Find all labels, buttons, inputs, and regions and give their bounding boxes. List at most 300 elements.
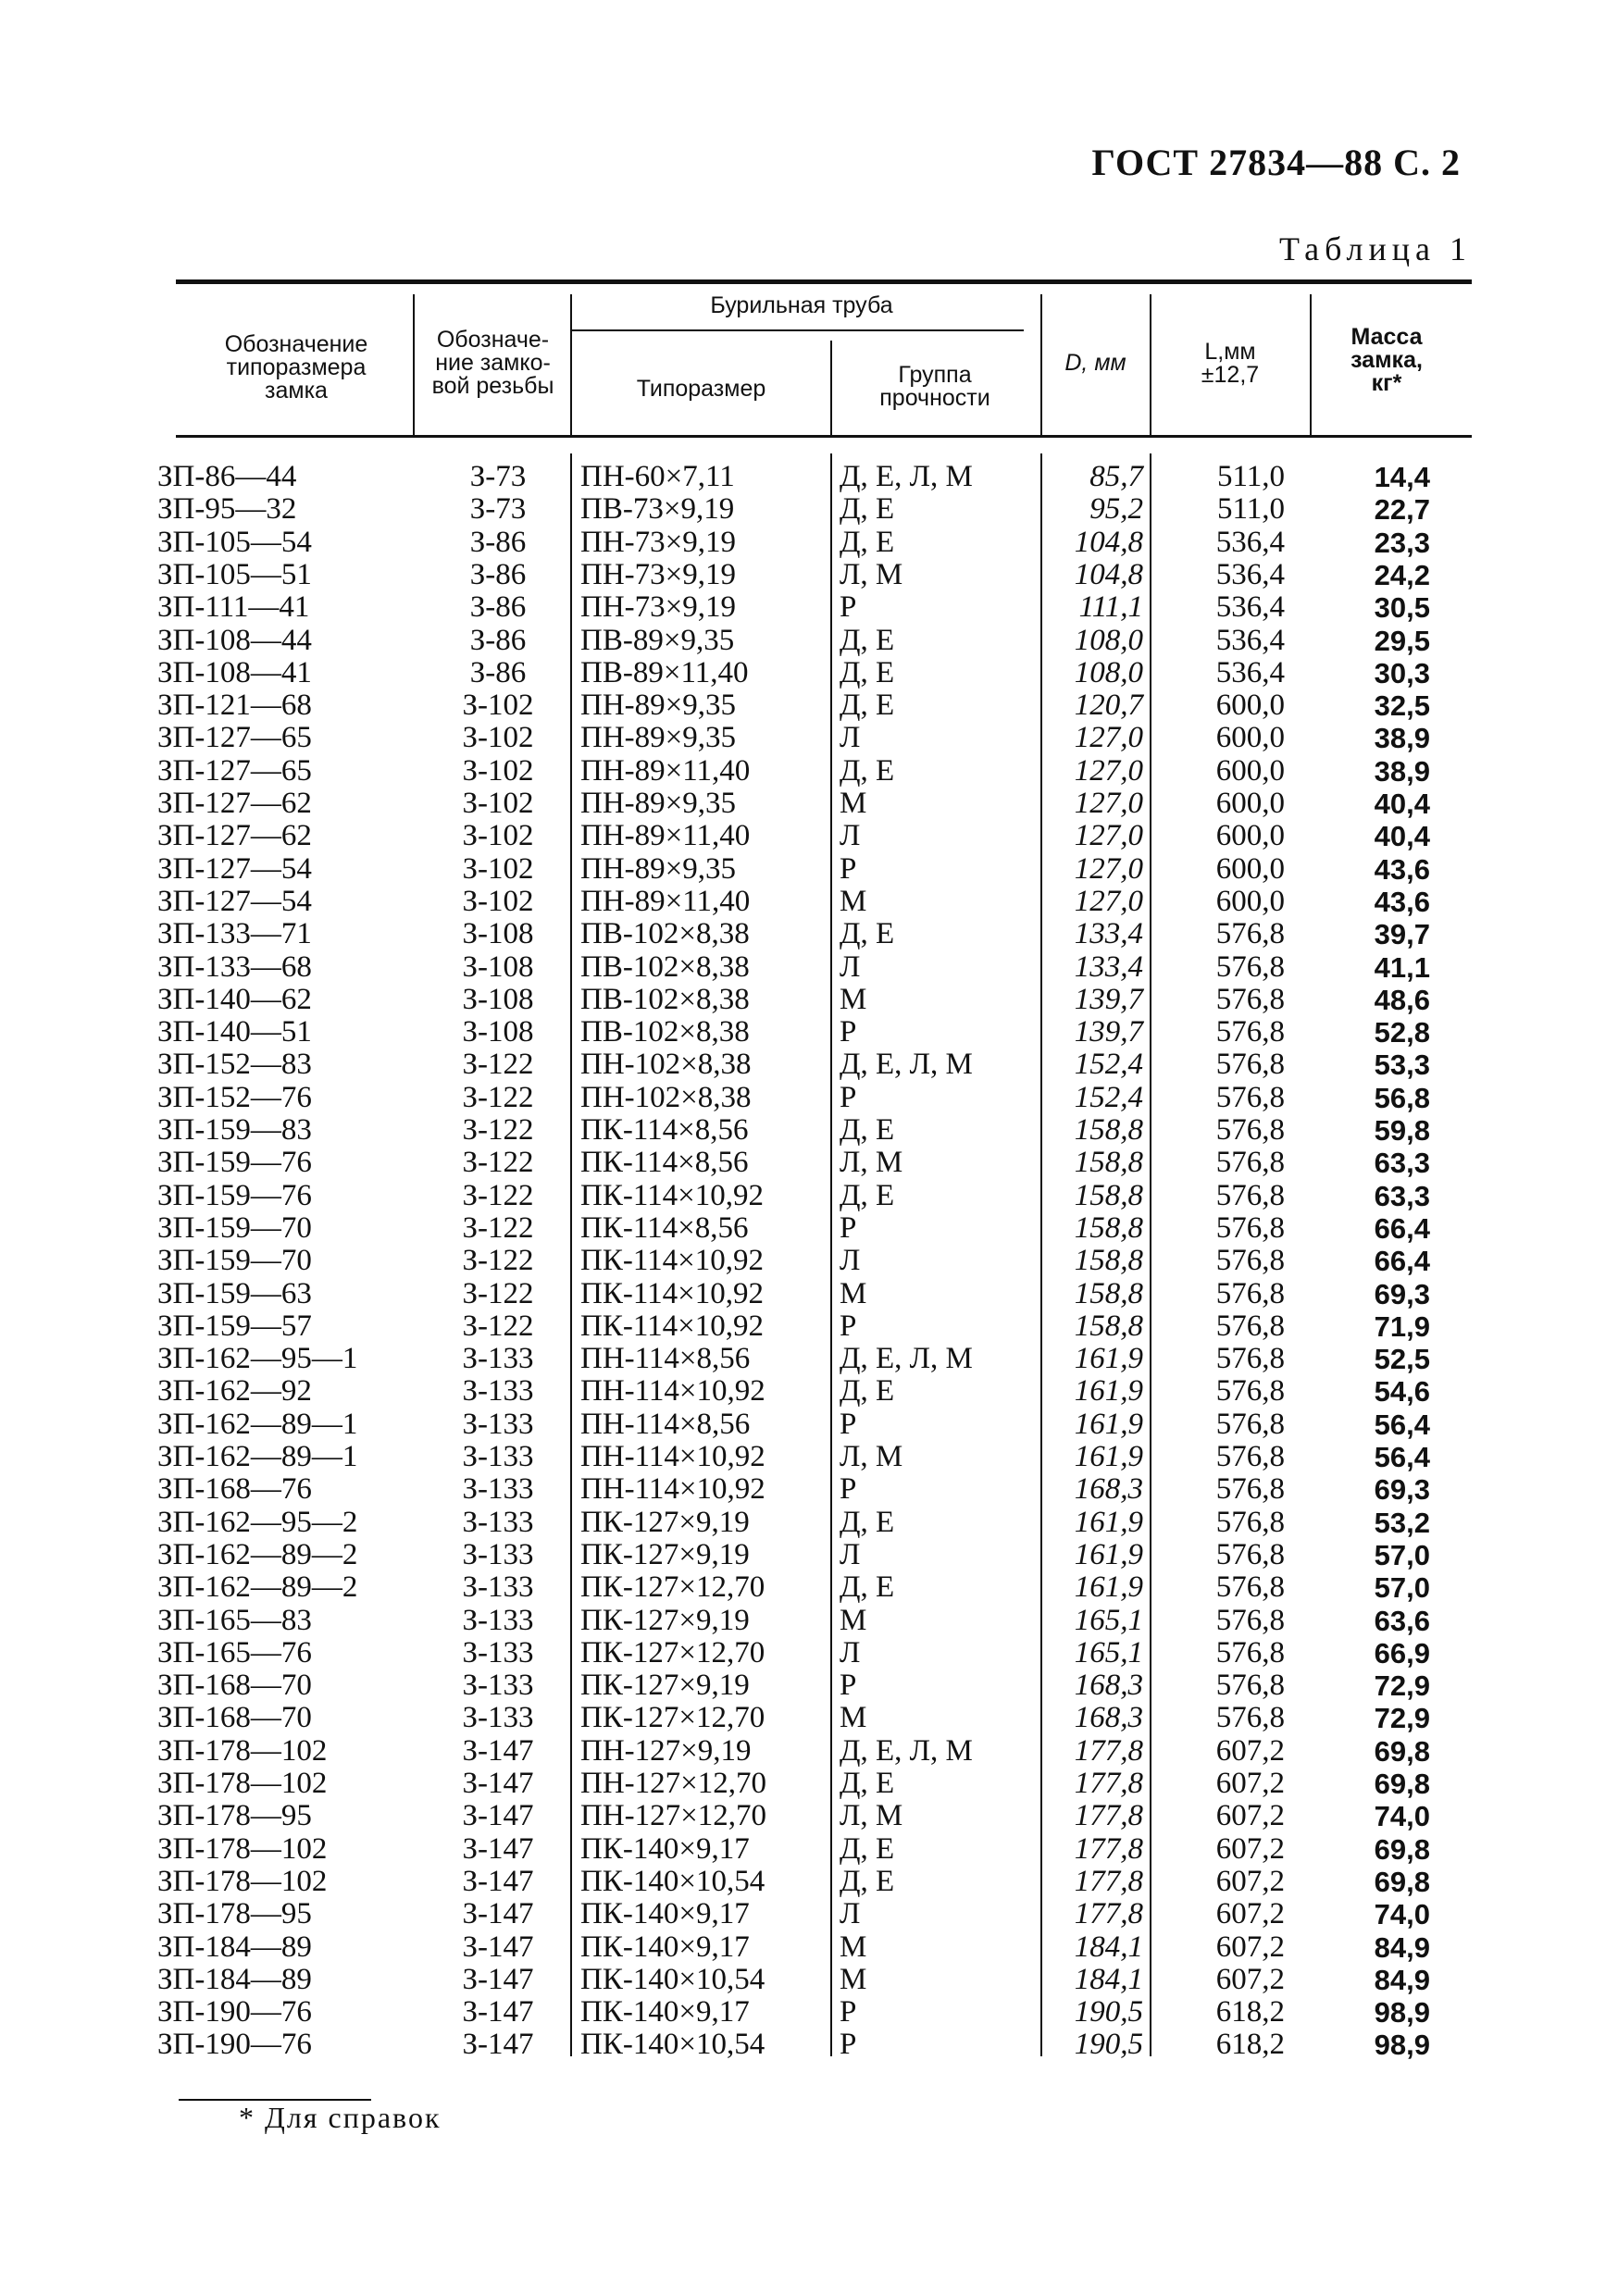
cell-l: 576,8	[1215, 1113, 1285, 1147]
cell-code: ЗП-159—70	[157, 1244, 312, 1278]
cell-strength-group: Л	[840, 949, 861, 984]
table-row	[0, 1637, 1618, 1669]
cell-mass: 43,6	[1374, 885, 1430, 918]
cell-thread: З-102	[462, 689, 534, 723]
cell-l: 576,8	[1215, 1048, 1285, 1082]
table-row	[0, 493, 1618, 526]
cell-code: ЗП-105—51	[157, 557, 312, 591]
cell-d: 161,9	[1074, 1342, 1143, 1376]
table-row	[0, 1571, 1618, 1604]
cell-code: ЗП-184—89	[157, 1962, 312, 1996]
cell-d: 158,8	[1074, 1244, 1143, 1278]
cell-d: 127,0	[1074, 721, 1143, 755]
cell-mass: 63,3	[1374, 1179, 1430, 1212]
cell-thread: З-147	[462, 1995, 534, 2029]
cell-l: 607,2	[1215, 1799, 1285, 1833]
cell-mass: 43,6	[1374, 852, 1430, 886]
cell-code: ЗП-178—102	[157, 1733, 328, 1768]
cell-d: 152,4	[1074, 1080, 1143, 1114]
cell-strength-group: Д, Е	[840, 525, 895, 559]
cell-d: 168,3	[1074, 1701, 1143, 1735]
table-row	[0, 1964, 1618, 1996]
cell-d: 127,0	[1074, 787, 1143, 820]
table-row	[0, 1310, 1618, 1343]
cell-pipe-size: ПН-89×9,35	[580, 689, 737, 723]
cell-code: ЗП-168—76	[157, 1472, 312, 1507]
cell-strength-group: Д, Е, Л, М	[840, 460, 973, 493]
cell-mass: 57,0	[1374, 1538, 1430, 1571]
cell-l: 536,4	[1215, 525, 1285, 559]
cell-pipe-size: ПН-127×12,70	[580, 1799, 767, 1833]
cell-mass: 98,9	[1374, 2029, 1430, 2062]
cell-pipe-size: ПК-127×12,70	[580, 1570, 765, 1605]
cell-d: 104,8	[1074, 525, 1143, 559]
header-line: прочности	[879, 385, 990, 411]
cell-l: 576,8	[1215, 1635, 1285, 1669]
header-code	[190, 333, 403, 403]
cell-pipe-size: ПН-114×8,56	[580, 1407, 751, 1441]
cell-d: 165,1	[1074, 1603, 1143, 1637]
cell-l: 600,0	[1215, 721, 1285, 755]
cell-code: ЗП-178—95	[157, 1799, 312, 1833]
cell-d: 161,9	[1074, 1374, 1143, 1409]
cell-thread: З-102	[462, 851, 534, 886]
cell-d: 158,8	[1074, 1146, 1143, 1180]
cell-strength-group: Д, Е	[840, 917, 895, 951]
cell-mass: 74,0	[1374, 1898, 1430, 1931]
cell-l: 576,8	[1215, 917, 1285, 951]
cell-code: ЗП-133—71	[157, 917, 312, 951]
cell-l: 576,8	[1215, 1472, 1285, 1507]
header-line: Обозначе-	[436, 327, 550, 353]
cell-mass: 32,5	[1374, 689, 1430, 723]
cell-thread: З-122	[462, 1048, 534, 1082]
cell-d: 133,4	[1074, 917, 1143, 951]
header-line: Масса	[1350, 324, 1423, 350]
table-row	[0, 722, 1618, 754]
cell-l: 576,8	[1215, 1210, 1285, 1245]
cell-code: ЗП-108—41	[157, 655, 312, 689]
cell-strength-group: Д, Е	[840, 1178, 895, 1212]
cell-d: 177,8	[1074, 1799, 1143, 1833]
cell-thread: З-73	[469, 460, 527, 493]
table-row	[0, 951, 1618, 984]
cell-code: ЗП-178—102	[157, 1767, 328, 1800]
cell-code: ЗП-127—54	[157, 884, 312, 918]
cell-d: 139,7	[1074, 982, 1143, 1016]
cell-mass: 69,8	[1374, 1768, 1430, 1800]
cell-mass: 40,4	[1374, 788, 1430, 820]
cell-code: ЗП-159—83	[157, 1113, 312, 1147]
cell-pipe-size: ПК-114×10,92	[580, 1309, 764, 1343]
cell-mass: 74,0	[1374, 1800, 1430, 1833]
cell-strength-group: М	[840, 884, 867, 918]
cell-mass: 39,7	[1374, 918, 1430, 951]
cell-l: 607,2	[1215, 1962, 1285, 1996]
table-row	[0, 1539, 1618, 1571]
cell-strength-group: М	[840, 982, 867, 1016]
cell-code: ЗП-162—92	[157, 1374, 312, 1409]
header-divider	[413, 294, 415, 435]
cell-l: 600,0	[1215, 689, 1285, 723]
cell-d: 177,8	[1074, 1864, 1143, 1898]
cell-mass: 69,8	[1374, 1832, 1430, 1866]
cell-mass: 38,9	[1374, 722, 1430, 755]
cell-pipe-size: ПК-140×10,54	[580, 2028, 765, 2062]
table-row	[0, 1669, 1618, 1702]
cell-strength-group: Д, Е	[840, 689, 895, 723]
cell-thread: З-147	[462, 1930, 534, 1964]
cell-mass: 23,3	[1374, 526, 1430, 559]
cell-mass: 40,4	[1374, 820, 1430, 853]
cell-d: 161,9	[1074, 1537, 1143, 1571]
cell-mass: 56,4	[1374, 1408, 1430, 1441]
cell-pipe-size: ПВ-89×11,40	[580, 655, 749, 689]
cell-l: 600,0	[1215, 753, 1285, 788]
cell-mass: 72,9	[1374, 1669, 1430, 1703]
cell-l: 607,2	[1215, 1864, 1285, 1898]
cell-pipe-size: ПВ-102×8,38	[580, 917, 750, 951]
cell-pipe-size: ПК-140×9,17	[580, 1930, 750, 1964]
cell-strength-group: М	[840, 787, 867, 820]
cell-l: 618,2	[1215, 1995, 1285, 2029]
cell-code: ЗП-184—89	[157, 1930, 312, 1964]
table-row	[0, 984, 1618, 1016]
table-row	[0, 1996, 1618, 2029]
cell-l: 511,0	[1216, 460, 1285, 493]
cell-strength-group: Р	[840, 1015, 857, 1049]
cell-l: 576,8	[1215, 1015, 1285, 1049]
cell-code: ЗП-162—89—2	[157, 1537, 358, 1571]
cell-l: 536,4	[1215, 655, 1285, 689]
cell-strength-group: Р	[840, 1472, 857, 1507]
cell-code: ЗП-162—89—2	[157, 1570, 358, 1605]
cell-l: 607,2	[1215, 1831, 1285, 1866]
cell-code: ЗП-108—44	[157, 623, 312, 657]
table-row	[0, 1866, 1618, 1898]
cell-strength-group: Л	[840, 721, 861, 755]
cell-code: ЗП-127—65	[157, 721, 312, 755]
table-row	[0, 1212, 1618, 1245]
cell-thread: З-122	[462, 1309, 534, 1343]
cell-d: 161,9	[1074, 1505, 1143, 1539]
table-row	[0, 1441, 1618, 1473]
cell-mass: 98,9	[1374, 1996, 1430, 2029]
cell-mass: 63,6	[1374, 1604, 1430, 1637]
cell-d: 127,0	[1074, 851, 1143, 886]
cell-l: 576,8	[1215, 1505, 1285, 1539]
cell-pipe-size: ПК-140×9,17	[580, 1831, 750, 1866]
cell-pipe-size: ПН-73×9,19	[580, 590, 737, 625]
cell-mass: 30,3	[1374, 656, 1430, 689]
table-row	[0, 2029, 1618, 2061]
cell-d: 190,5	[1074, 2028, 1143, 2062]
cell-mass: 53,2	[1374, 1506, 1430, 1539]
cell-pipe-size: ПН-114×8,56	[580, 1342, 751, 1376]
cell-d: 127,0	[1074, 884, 1143, 918]
cell-code: ЗП-140—62	[157, 982, 312, 1016]
cell-d: 127,0	[1074, 819, 1143, 853]
cell-l: 576,8	[1215, 1244, 1285, 1278]
cell-pipe-size: ПН-89×9,35	[580, 787, 737, 820]
cell-pipe-size: ПК-114×10,92	[580, 1276, 764, 1310]
cell-d: 120,7	[1074, 689, 1143, 723]
table-row	[0, 1800, 1618, 1832]
cell-strength-group: Л	[840, 1537, 861, 1571]
cell-d: 158,8	[1074, 1178, 1143, 1212]
cell-d: 177,8	[1074, 1733, 1143, 1768]
cell-mass: 66,9	[1374, 1636, 1430, 1669]
cell-d: 158,8	[1074, 1113, 1143, 1147]
pipe-group-underline	[570, 329, 1024, 331]
cell-l: 576,8	[1215, 982, 1285, 1016]
cell-strength-group: М	[840, 1603, 867, 1637]
cell-code: ЗП-178—95	[157, 1897, 312, 1931]
table-row	[0, 1768, 1618, 1800]
cell-thread: З-133	[462, 1537, 534, 1571]
cell-strength-group: Р	[840, 2028, 857, 2062]
cell-l: 576,8	[1215, 1701, 1285, 1735]
cell-code: ЗП-162—89—1	[157, 1407, 358, 1441]
cell-thread: З-102	[462, 721, 534, 755]
cell-code: ЗП-165—76	[157, 1635, 312, 1669]
table-row	[0, 1931, 1618, 1964]
cell-thread: З-133	[462, 1701, 534, 1735]
cell-pipe-size: ПК-127×9,19	[580, 1537, 750, 1571]
cell-mass: 52,8	[1374, 1016, 1430, 1049]
cell-d: 158,8	[1074, 1276, 1143, 1310]
cell-strength-group: Л, М	[840, 1440, 903, 1473]
cell-strength-group: Д, Е, Л, М	[840, 1048, 973, 1082]
cell-thread: З-147	[462, 1864, 534, 1898]
cell-d: 133,4	[1074, 949, 1143, 984]
cell-code: ЗП-190—76	[157, 2028, 312, 2062]
cell-thread: З-147	[462, 1799, 534, 1833]
cell-thread: З-73	[469, 492, 527, 527]
cell-d: 177,8	[1074, 1897, 1143, 1931]
cell-pipe-size: ПК-127×9,19	[580, 1505, 750, 1539]
table-row	[0, 1278, 1618, 1310]
header-d: D, мм	[1064, 350, 1126, 376]
cell-thread: З-147	[462, 1897, 534, 1931]
table-row	[0, 1082, 1618, 1114]
cell-strength-group: Л	[840, 819, 861, 853]
cell-mass: 53,3	[1374, 1049, 1430, 1082]
cell-thread: З-147	[462, 1962, 534, 1996]
cell-code: ЗП-140—51	[157, 1015, 312, 1049]
cell-thread: З-147	[462, 2028, 534, 2062]
table-row	[0, 853, 1618, 886]
cell-l: 576,8	[1215, 1080, 1285, 1114]
cell-l: 536,4	[1215, 557, 1285, 591]
cell-mass: 63,3	[1374, 1147, 1430, 1180]
header-line: L,мм	[1204, 339, 1256, 365]
cell-thread: З-133	[462, 1505, 534, 1539]
cell-pipe-size: ПН-114×10,92	[580, 1374, 765, 1409]
cell-pipe-size: ПН-89×11,40	[580, 753, 751, 788]
cell-code: ЗП-162—95—1	[157, 1342, 358, 1376]
cell-d: 177,8	[1074, 1767, 1143, 1800]
cell-pipe-size: ПН-89×9,35	[580, 851, 737, 886]
table-row	[0, 625, 1618, 657]
cell-thread: З-122	[462, 1244, 534, 1278]
cell-code: ЗП-105—54	[157, 525, 312, 559]
cell-code: ЗП-152—83	[157, 1048, 312, 1082]
cell-mass: 84,9	[1374, 1930, 1430, 1964]
cell-d: 85,7	[1089, 460, 1143, 493]
cell-l: 607,2	[1215, 1930, 1285, 1964]
cell-mass: 59,8	[1374, 1114, 1430, 1147]
cell-pipe-size: ПВ-89×9,35	[580, 623, 735, 657]
cell-strength-group: Л	[840, 1635, 861, 1669]
cell-pipe-size: ПН-89×9,35	[580, 721, 737, 755]
cell-thread: З-122	[462, 1080, 534, 1114]
cell-strength-group: Р	[840, 1210, 857, 1245]
header-line: замка,	[1350, 347, 1423, 373]
cell-thread: З-122	[462, 1146, 534, 1180]
cell-d: 165,1	[1074, 1635, 1143, 1669]
cell-l: 536,4	[1215, 623, 1285, 657]
cell-thread: З-122	[462, 1210, 534, 1245]
cell-thread: З-133	[462, 1374, 534, 1409]
cell-d: 161,9	[1074, 1407, 1143, 1441]
cell-pipe-size: ПН-73×9,19	[580, 525, 737, 559]
cell-d: 158,8	[1074, 1210, 1143, 1245]
cell-d: 161,9	[1074, 1440, 1143, 1473]
header-thread	[417, 329, 569, 398]
table-row	[0, 820, 1618, 852]
cell-thread: З-108	[462, 982, 534, 1016]
cell-strength-group: Л, М	[840, 1799, 903, 1833]
cell-pipe-size: ПК-140×10,54	[580, 1962, 765, 1996]
cell-l: 600,0	[1215, 884, 1285, 918]
header-line: типоразмера	[226, 354, 367, 380]
cell-code: ЗП-190—76	[157, 1995, 312, 2029]
cell-l: 576,8	[1215, 949, 1285, 984]
cell-l: 576,8	[1215, 1570, 1285, 1605]
cell-mass: 56,8	[1374, 1081, 1430, 1114]
cell-code: ЗП-168—70	[157, 1669, 312, 1703]
cell-d: 152,4	[1074, 1048, 1143, 1082]
cell-pipe-size: ПН-114×10,92	[580, 1472, 765, 1507]
cell-thread: З-133	[462, 1472, 534, 1507]
table-row	[0, 788, 1618, 820]
table-row	[0, 591, 1618, 624]
table-row	[0, 657, 1618, 689]
cell-d: 104,8	[1074, 557, 1143, 591]
table-row	[0, 1409, 1618, 1441]
table-row	[0, 886, 1618, 918]
cell-mass: 30,5	[1374, 591, 1430, 625]
cell-thread: З-133	[462, 1669, 534, 1703]
cell-l: 576,8	[1215, 1309, 1285, 1343]
cell-thread: З-133	[462, 1440, 534, 1473]
cell-code: ЗП-127—54	[157, 851, 312, 886]
cell-code: ЗП-162—95—2	[157, 1505, 358, 1539]
cell-code: ЗП-86—44	[157, 460, 297, 493]
cell-thread: З-133	[462, 1635, 534, 1669]
cell-mass: 24,2	[1374, 558, 1430, 591]
cell-code: ЗП-178—102	[157, 1831, 328, 1866]
header-line: ±12,7	[1201, 362, 1260, 388]
table-row	[0, 1735, 1618, 1768]
cell-thread: З-108	[462, 917, 534, 951]
cell-l: 576,8	[1215, 1146, 1285, 1180]
cell-d: 161,9	[1074, 1570, 1143, 1605]
cell-pipe-size: ПК-114×8,56	[580, 1146, 749, 1180]
header-mass	[1313, 326, 1461, 395]
cell-mass: 66,4	[1374, 1211, 1430, 1245]
table-row	[0, 1016, 1618, 1049]
cell-thread: З-86	[469, 623, 527, 657]
cell-l: 600,0	[1215, 787, 1285, 820]
cell-strength-group: М	[840, 1276, 867, 1310]
cell-code: ЗП-152—76	[157, 1080, 312, 1114]
cell-pipe-size: ПК-127×12,70	[580, 1635, 765, 1669]
cell-thread: З-108	[462, 949, 534, 984]
cell-pipe-size: ПН-114×10,92	[580, 1440, 765, 1473]
cell-mass: 41,1	[1374, 950, 1430, 984]
header-line: ние замко-	[435, 350, 551, 376]
cell-pipe-size: ПВ-73×9,19	[580, 492, 735, 527]
cell-mass: 38,9	[1374, 754, 1430, 788]
cell-code: ЗП-159—76	[157, 1146, 312, 1180]
cell-mass: 22,7	[1374, 493, 1430, 527]
cell-pipe-size: ПВ-102×8,38	[580, 982, 750, 1016]
header-line: Обозначение	[224, 331, 368, 357]
cell-strength-group: Д, Е	[840, 1767, 895, 1800]
header-strength	[833, 364, 1037, 410]
cell-pipe-size: ПК-114×8,56	[580, 1210, 749, 1245]
table-row	[0, 1833, 1618, 1866]
cell-mass: 69,3	[1374, 1473, 1430, 1507]
table-title: Таблица 1	[1279, 230, 1472, 267]
cell-code: ЗП-159—70	[157, 1210, 312, 1245]
cell-mass: 29,5	[1374, 624, 1430, 657]
cell-thread: З-102	[462, 884, 534, 918]
cell-l: 576,8	[1215, 1407, 1285, 1441]
cell-strength-group: Д, Е	[840, 1831, 895, 1866]
cell-thread: З-133	[462, 1407, 534, 1441]
cell-pipe-size: ПК-114×8,56	[580, 1113, 749, 1147]
cell-strength-group: Л, М	[840, 1146, 903, 1180]
cell-strength-group: Р	[840, 1995, 857, 2029]
cell-l: 618,2	[1215, 2028, 1285, 2062]
cell-pipe-size: ПК-140×9,17	[580, 1995, 750, 2029]
table-top-rule	[176, 279, 1472, 284]
cell-strength-group: Д, Е	[840, 753, 895, 788]
cell-strength-group: Р	[840, 590, 857, 625]
cell-pipe-size: ПК-140×9,17	[580, 1897, 750, 1931]
cell-d: 127,0	[1074, 753, 1143, 788]
cell-strength-group: Р	[840, 1669, 857, 1703]
cell-pipe-size: ПН-73×9,19	[580, 557, 737, 591]
table-row	[0, 1180, 1618, 1212]
cell-d: 168,3	[1074, 1669, 1143, 1703]
cell-l: 607,2	[1215, 1767, 1285, 1800]
cell-mass: 66,4	[1374, 1245, 1430, 1278]
cell-code: ЗП-159—57	[157, 1309, 312, 1343]
cell-thread: З-147	[462, 1733, 534, 1768]
header-line: кг*	[1371, 370, 1402, 396]
cell-strength-group: Л	[840, 1244, 861, 1278]
cell-strength-group: Д, Е	[840, 492, 895, 527]
cell-code: ЗП-127—65	[157, 753, 312, 788]
cell-l: 576,8	[1215, 1342, 1285, 1376]
table-row	[0, 1114, 1618, 1147]
cell-d: 139,7	[1074, 1015, 1143, 1049]
cell-strength-group: Р	[840, 1407, 857, 1441]
